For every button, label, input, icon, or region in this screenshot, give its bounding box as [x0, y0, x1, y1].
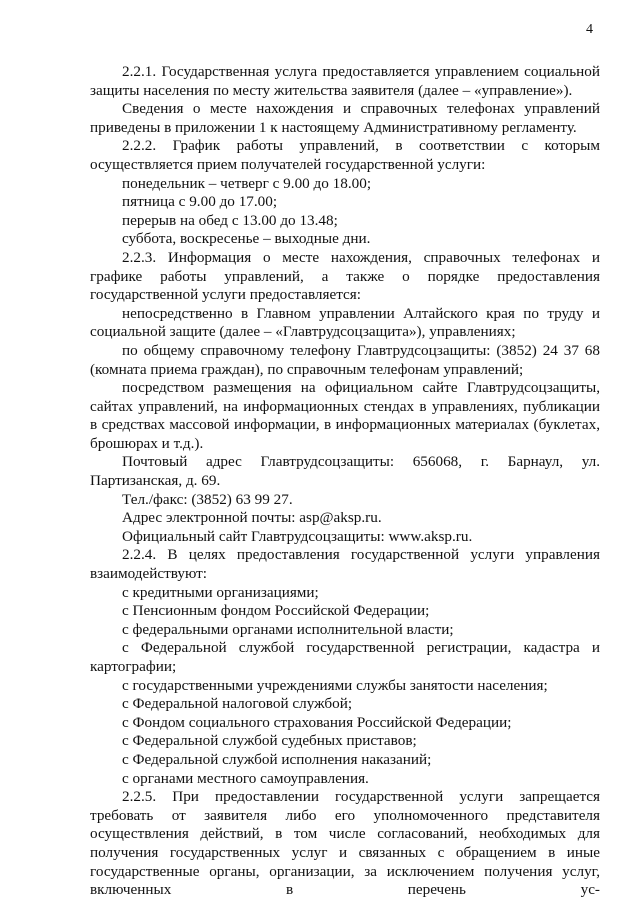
- list-item: Официальный сайт Главтрудсоцзащиты: www.aksp.ru.: [122, 527, 473, 545]
- paragraph: 2.2.4. В целях предоставления государственной услуги управления взаимодействуют:: [90, 546, 600, 583]
- document-body: [90, 63, 600, 900]
- list-item: с Федеральной службой исполнения наказаний;: [122, 750, 432, 768]
- paragraph: с Федеральной службой государственной регистрации, кадастра и картографии;: [90, 639, 600, 675]
- list-item: пятница с 9.00 до 17.00;: [122, 193, 278, 211]
- paragraph: 2.2.3. Информация о месте нахождения, справочных телефонах и графике работы управлений, а также о порядке предоставления государственной услуги предоставляется:: [90, 248, 600, 304]
- list-item: перерыв на обед с 13.00 до 13.48;: [122, 211, 338, 229]
- list-item: суббота, воскресенье – выходные дни.: [122, 230, 371, 248]
- list-item: с Федеральной службой судебных приставов;: [122, 732, 417, 750]
- list-item: Тел./факс: (3852) 63 99 27.: [122, 490, 293, 508]
- list-item: с Федеральной налоговой службой;: [122, 695, 353, 713]
- list-item: понедельник – четверг с 9.00 до 18.00;: [122, 174, 372, 192]
- paragraph: 2.2.1. Государственная услуга предоставляется управлением социальной защиты населения по месту жительства заявителя (далее – «управление»).: [90, 63, 600, 99]
- list-item: с государственными учреждениями службы занятости населения;: [122, 676, 548, 694]
- paragraph: 2.2.2. График работы управлений, в соответствии с которым осуществляется прием получателей государственной услуги:: [90, 137, 600, 173]
- paragraph: посредством размещения на официальном сайте Главтрудсоцзащиты, сайтах управлений, на информационных стендах в управлениях, публикации в средствах массовой информации, в информационных материалах (буклетах, брошюрах и т.д.).: [90, 379, 600, 452]
- paragraph: непосредственно в Главном управлении Алтайского края по труду и социальной защите (далее – «Главтрудсоцзащита»), управлениях;: [90, 304, 600, 341]
- list-item: с Фондом социального страхования Российской Федерации;: [122, 713, 512, 731]
- list-item: с федеральными органами исполнительной власти;: [122, 620, 454, 638]
- list-item: с кредитными организациями;: [122, 583, 319, 601]
- paragraph: по общему справочному телефону Главтрудсоцзащиты: (3852) 24 37 68 (комната приема граждан), по справочным телефонам управлений;: [90, 341, 600, 378]
- paragraph: 2.2.5. При предоставлении государственной услуги запрещается требовать от заявителя либо его уполномоченного представителя осуществления действий, в том числе согласований, необходимых для получения государственных услуг и связанных с обращением в иные государственные органы, организации, за исключением получения услуг, включенных в перечень ус-: [90, 788, 600, 899]
- list-item: с органами местного самоуправления.: [122, 769, 369, 787]
- page-number: 4: [586, 22, 593, 37]
- list-item: Адрес электронной почты: asp@aksp.ru.: [122, 509, 382, 527]
- list-item: с Пенсионным фондом Российской Федерации;: [122, 602, 430, 620]
- paragraph: Сведения о месте нахождения и справочных телефонах управлений приведены в приложении 1 к настоящему Административному регламенту.: [90, 100, 600, 136]
- paragraph: Почтовый адрес Главтрудсоцзащиты: 656068, г. Барнаул, ул. Партизанская, д. 69.: [90, 453, 600, 490]
